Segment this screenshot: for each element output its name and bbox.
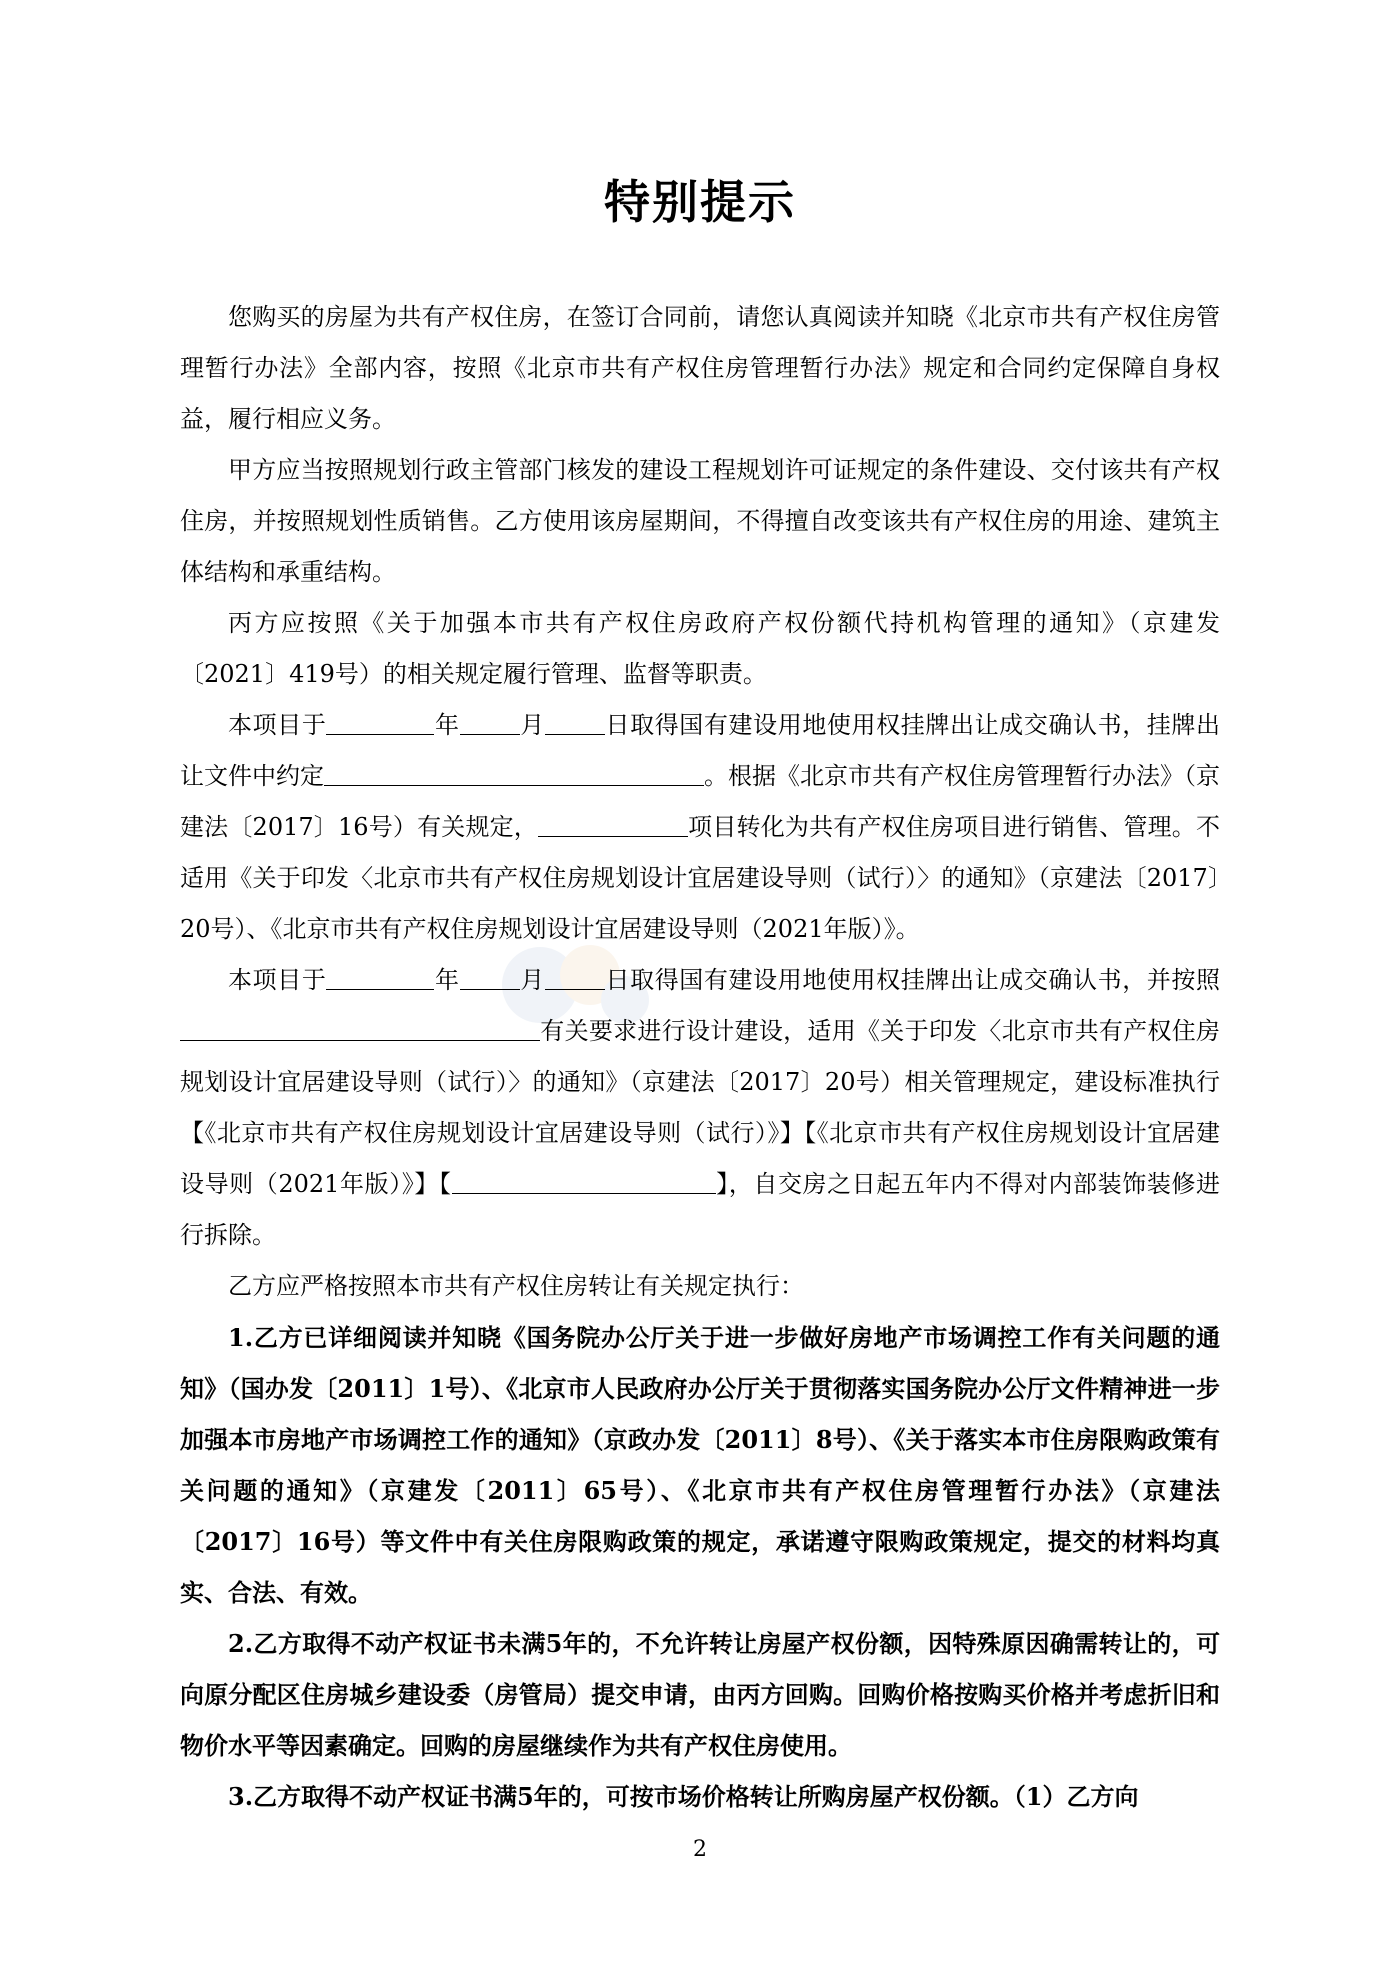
standard-blank[interactable] [452,1171,716,1194]
paragraph-4-text: 日取得国有建设用地使用权挂牌出让成交确认书，挂牌出让文件中约定 [180,711,1221,790]
paragraph-4 [180,700,1220,955]
paragraph-4-text: 项目转化为共有产权住房项目进行销售、管理。不适用《关于印发〈北京市共有产权住房规划设计宜居建设导则（试行）〉的通知》（京建法〔2017〕20号）、《北京市共有产权住房规划设计宜居建设导则（2021年版）》。 [180,813,1220,943]
paragraph-2: 甲方应当按照规划行政主管部门核发的建设工程规划许可证规定的条件建设、交付该共有产权住房，并按照规划性质销售。乙方使用该房屋期间，不得擅自改变该共有产权住房的用途、建筑主体结构和承重结构。 [180,456,1220,586]
agreed-terms-blank[interactable] [324,763,704,786]
paragraph-5-text: 本项目于 [228,966,327,994]
month-label: 月 [519,711,545,739]
paragraph-5-text: 】，自交房之日起五年内不得对内部装饰装修进行拆除。 [180,1170,1221,1249]
paragraph-5 [180,955,1220,1261]
page-number: 2 [693,1837,707,1862]
year-blank[interactable] [326,967,434,990]
paragraph-1: 您购买的房屋为共有产权住房，在签订合同前，请您认真阅读并知晓《北京市共有产权住房管理暂行办法》全部内容，按照《北京市共有产权住房管理暂行办法》规定和合同约定保障自身权益，履行相应义务。 [180,303,1220,433]
paragraph-3: 丙方应按照《关于加强本市共有产权住房政府产权份额代持机构管理的通知》（京建发〔2021〕419号）的相关规定履行管理、监督等职责。 [180,609,1220,688]
paragraph-5-text: 日取得国有建设用地使用权挂牌出让成交确认书，并按照 [604,966,1221,994]
year-label: 年 [434,966,460,994]
paragraph-4-text: 。根据《北京市共有产权住房管理暂行办法》（京建法〔2017〕16号）有关规定， [180,762,1220,841]
requirement-blank[interactable] [180,1018,540,1041]
project-name-blank[interactable] [538,814,688,837]
day-blank[interactable] [545,712,605,735]
paragraph-7: 1.乙方已详细阅读并知晓《国务院办公厅关于进一步做好房地产市场调控工作有关问题的通知》（国办发〔2011〕1号）、《北京市人民政府办公厅关于贯彻落实国务院办公厅文件精神进一步加强本市房地产市场调控工作的通知》（京政办发〔2011〕8号）、《关于落实本市住房限购政策有关问题的通知》（京建发〔2011〕65号）、《北京市共有产权住房管理暂行办法》（京建法〔2017〕16号）等文件中有关住房限购政策的规定，承诺遵守限购政策规定，提交的材料均真实、合法、有效。 [180,1323,1220,1607]
year-label: 年 [434,711,460,739]
month-blank[interactable] [460,967,520,990]
paragraph-9: 3.乙方取得不动产权证书满5年的，可按市场价格转让所购房屋产权份额。（1）乙方向 [228,1782,1139,1811]
paragraph-5-text: 有关要求进行设计建设，适用《关于印发〈北京市共有产权住房规划设计宜居建设导则（试行）〉的通知》（京建法〔2017〕20号）相关管理规定，建设标准执行【《北京市共有产权住房规划设计宜居建设导则（试行）》】【《北京市共有产权住房规划设计宜居建设导则（2021年版）》】【 [180,1017,1220,1198]
paragraph-4-text: 本项目于 [228,711,327,739]
paragraph-6: 乙方应严格按照本市共有产权住房转让有关规定执行： [228,1272,804,1300]
month-label: 月 [519,966,545,994]
day-blank[interactable] [545,967,605,990]
document-body [180,292,1220,1822]
page-title: 特别提示 [604,175,796,229]
month-blank[interactable] [460,712,520,735]
year-blank[interactable] [326,712,434,735]
paragraph-8: 2.乙方取得不动产权证书未满5年的，不允许转让房屋产权份额，因特殊原因确需转让的，可向原分配区住房城乡建设委（房管局）提交申请，由丙方回购。回购价格按购买价格并考虑折旧和物价水平等因素确定。回购的房屋继续作为共有产权住房使用。 [180,1629,1220,1760]
